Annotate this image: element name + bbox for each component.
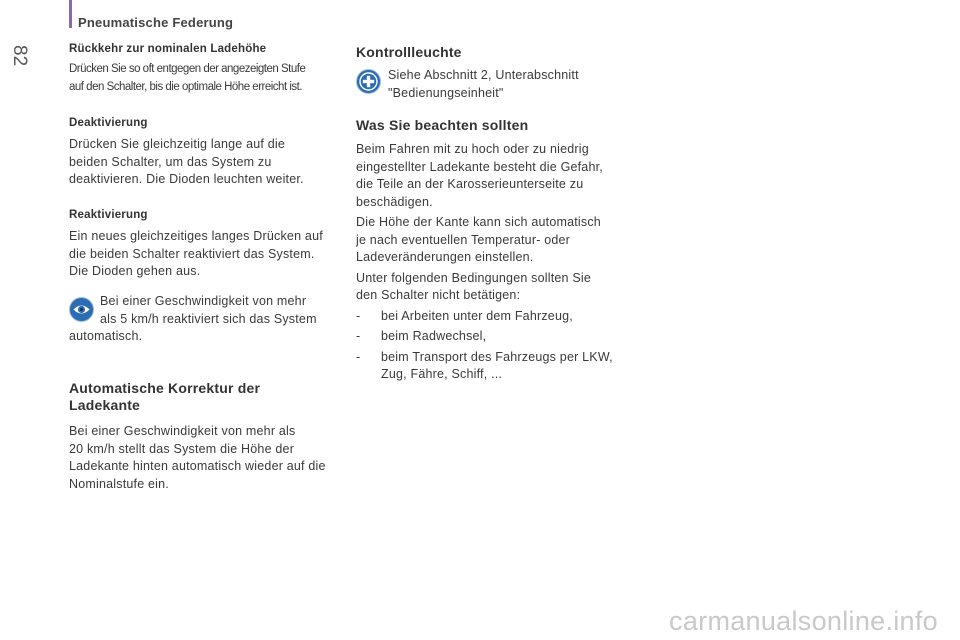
section-reaktivierung (69, 209, 323, 281)
plus-icon (356, 69, 381, 94)
deaktivierung-heading: Deaktivierung (69, 117, 148, 129)
reaktivierung-heading: Reaktivierung (69, 209, 148, 221)
kontroll-text: Siehe Abschnitt 2, Unterabschnitt "Bedienungseinheit" (388, 68, 579, 100)
deaktivierung-text: Drücken Sie gleichzeitig lange auf die beiden Schalter, um das System zu deaktivieren. Die Dioden leuchten weiter. (69, 137, 304, 186)
beachten-p2: Die Höhe der Kante kann sich automatisch je nach eventuellen Temperatur- oder Ladeveränderungen einstellen. (356, 215, 601, 264)
section-rueckkehr (69, 43, 305, 96)
rueckkehr-text: Drücken Sie so oft entgegen der angezeigten Stufe auf den Schalter, bis die optimale Höhe erreicht ist. (69, 63, 306, 93)
korrektur-text: Bei einer Geschwindigkeit von mehr als 20 km/h stellt das System die Höhe der Ladekante hinten automatisch wieder auf die Nominalstufe ein. (69, 424, 326, 491)
section-kontroll (356, 44, 462, 61)
watermark: carmanualsonline.info (669, 606, 938, 636)
list-item: - beim Transport des Fahrzeugs per LKW, Zug, Fähre, Schiff, ... (356, 349, 613, 381)
header-accent-bar (69, 0, 72, 28)
beachten-list (356, 308, 613, 384)
page-number: 82 (9, 45, 30, 67)
reaktivierung-note: Bei einer Geschwindigkeit von mehr als 5 km/h reaktiviert sich das System automatisch. (69, 294, 317, 343)
korrektur-heading: Automatische Korrektur der Ladekante (69, 380, 261, 413)
beachten-p1: Beim Fahren mit zu hoch oder zu niedrig eingestellter Ladekante besteht die Gefahr, die Teile an der Karosserieunterseite zu beschädigen. (356, 142, 603, 209)
page-header-title: Pneumatische Federung (78, 15, 234, 30)
list-item: - bei Arbeiten unter dem Fahrzeug, (356, 308, 573, 323)
kontroll-heading: Kontrollleuchte (356, 44, 462, 60)
rueckkehr-heading: Rückkehr zur nominalen Ladehöhe (69, 43, 267, 55)
beachten-p3: Unter folgenden Bedingungen sollten Sie den Schalter nicht betätigen: (356, 270, 592, 302)
section-deaktivierung (69, 117, 304, 189)
beachten-heading: Was Sie beachten sollten (356, 117, 529, 133)
section-beachten (356, 117, 613, 384)
list-item: - beim Radwechsel, (356, 329, 487, 343)
reaktivierung-text: Ein neues gleichzeitiges langes Drücken auf die beiden Schalter reaktiviert das System. Die Dioden gehen aus. (69, 229, 323, 278)
section-korrektur (69, 380, 326, 493)
